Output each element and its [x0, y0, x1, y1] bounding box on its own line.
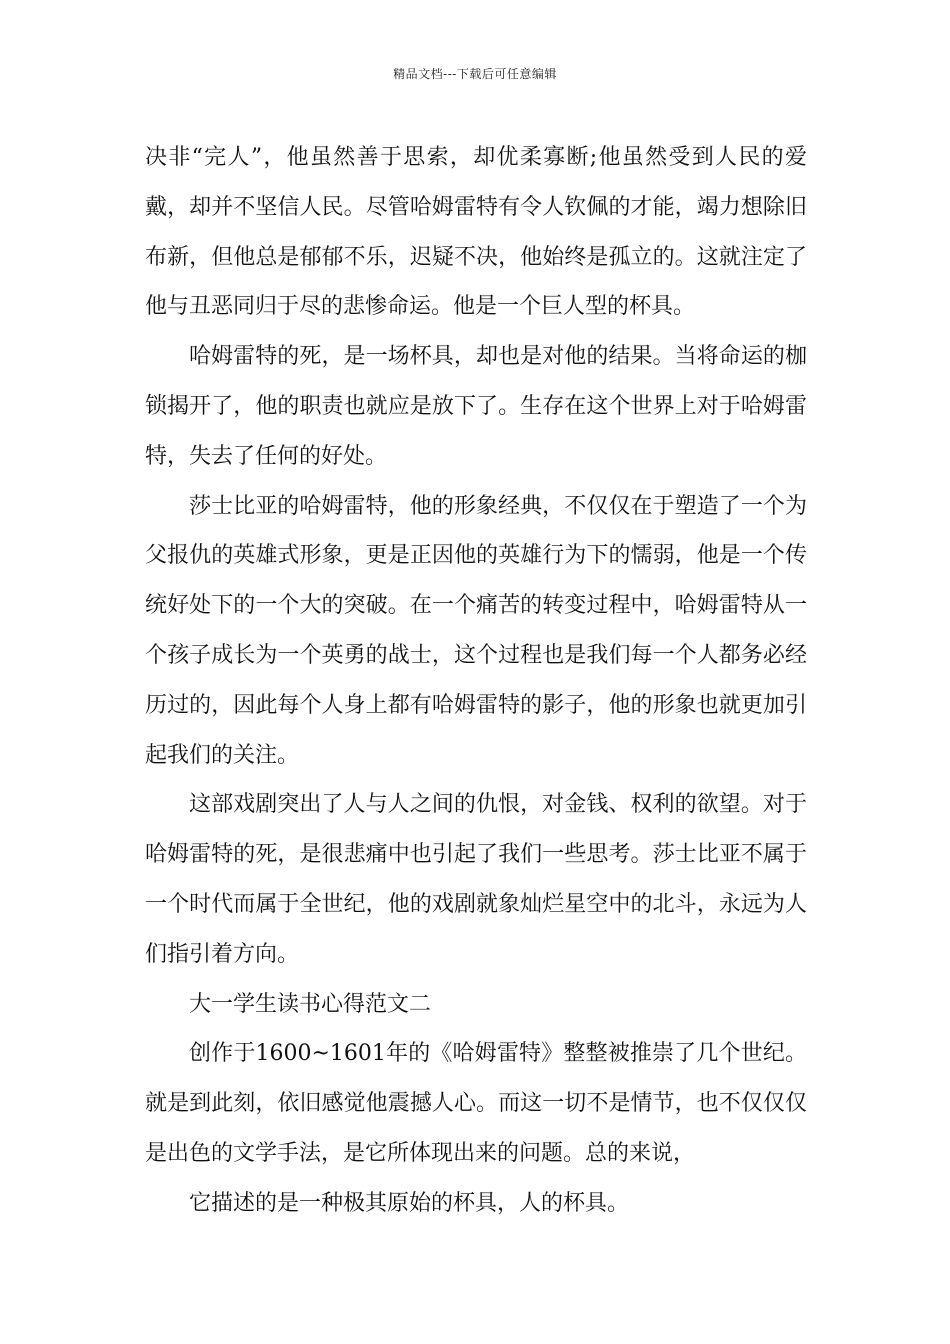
paragraph-hamlet-image: 莎士比亚的哈姆雷特，他的形象经典，不仅仅在于塑造了一个为父报仇的英雄式形象，更是正因他的英雄行为下的懦弱，他是一个传统好处下的一个大的突破。在一个痛苦的转变过程中，哈姆雷特从一个孩子成长为一个英勇的战士，这个过程也是我们每一个人都务必经历过的，因此每个人身上都有哈姆雷特的影子，他的形象也就更加引起我们的关注。 [145, 493, 807, 768]
section-heading: 大一学生读书心得范文二 [189, 991, 432, 1017]
paragraph-continuation: 决非“完人”，他虽然善于思索，却优柔寡断;他虽然受到人民的爱戴，却并不坚信人民。尽管哈姆雷特有令人钦佩的才能，竭力想除旧布新，但他总是郁郁不乐，迟疑不决，他始终是孤立的。这就注定了他与丑恶同归于尽的悲惨命运。他是一个巨人型的杯具。 [145, 145, 807, 320]
page-header: 精品文档---下载后可任意编辑 [393, 67, 557, 81]
paragraph-tragedy: 它描述的是一种极其原始的杯具，人的杯具。 [189, 1190, 630, 1216]
paragraph-creation: 创作于1600~1601年的《哈姆雷特》整整被推崇了几个世纪。就是到此刻，依旧感觉他震撼人心。而这一切不是情节，也不仅仅仅是出色的文学手法，是它所体现出来的问题。总的来说， [145, 1041, 807, 1166]
paragraph-hamlet-death: 哈姆雷特的死，是一场杯具，却也是对他的结果。当将命运的枷锁揭开了，他的职责也就应是放下了。生存在这个世界上对于哈姆雷特，失去了任何的好处。 [145, 344, 807, 469]
paragraph-drama-significance: 这部戏剧突出了人与人之间的仇恨，对金钱、权利的欲望。对于哈姆雷特的死，是很悲痛中也引起了我们一些思考。莎士比亚不属于一个时代而属于全世纪，他的戏剧就象灿烂星空中的北斗，永远为人们指引着方向。 [145, 792, 807, 967]
document-body [145, 133, 807, 1229]
